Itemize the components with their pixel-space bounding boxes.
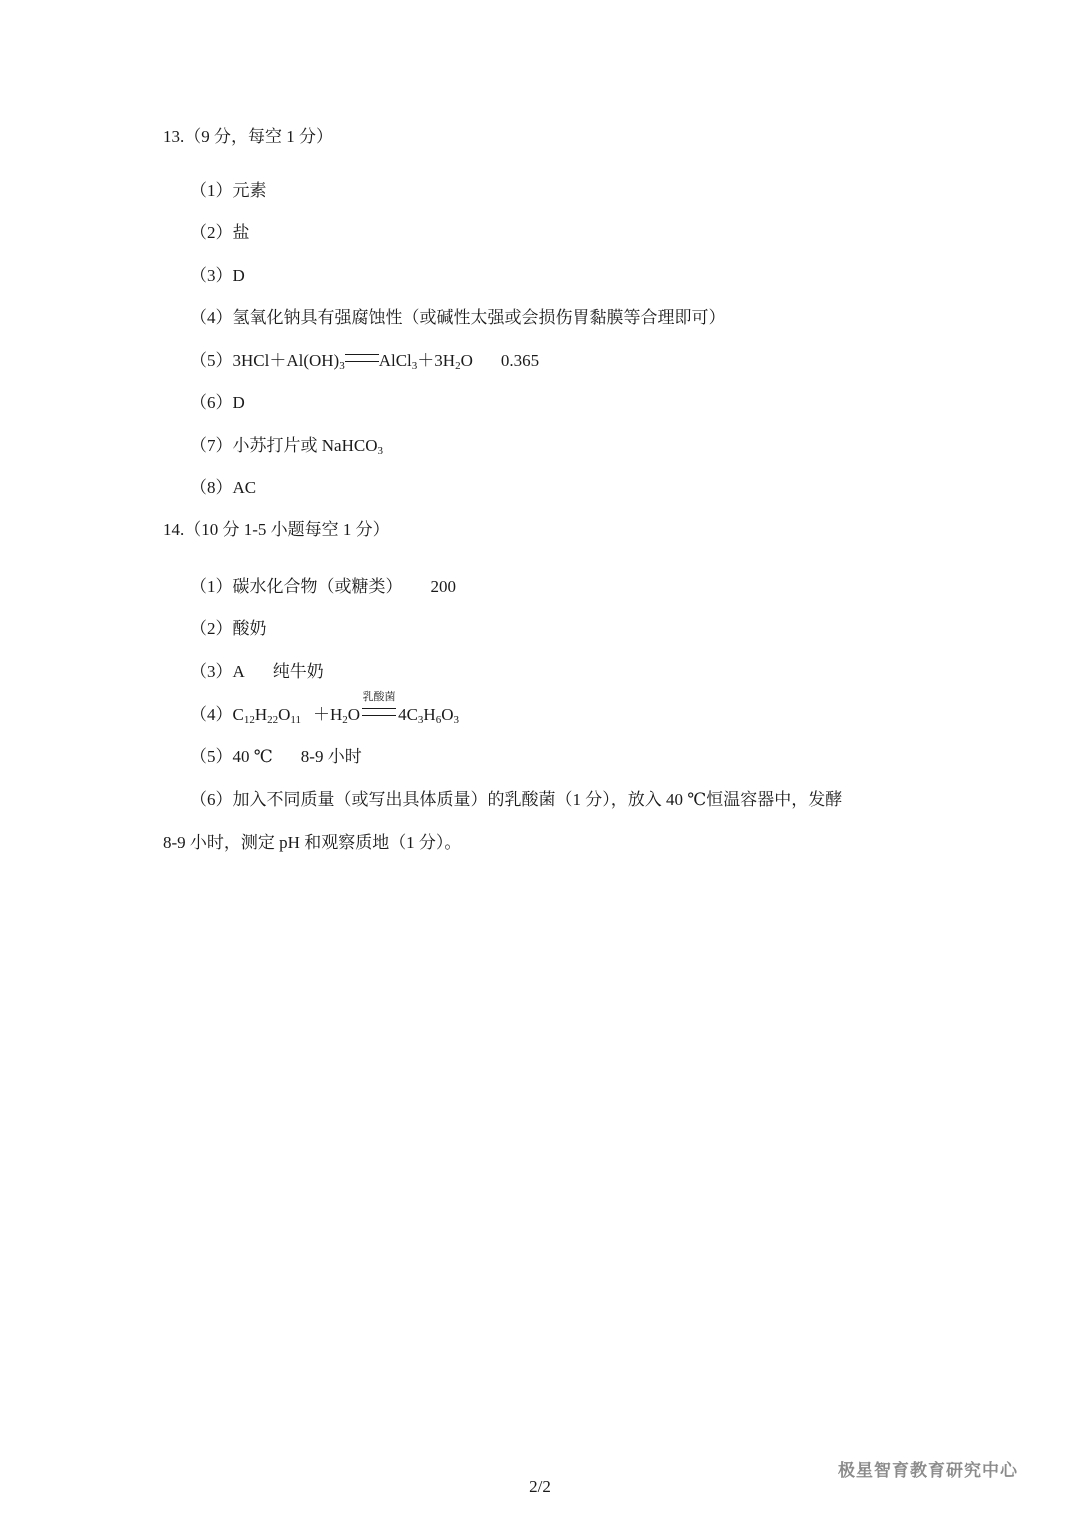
q13-item-7: （7）小苏打片或 NaHCO$_3$ [190,436,383,457]
page-number: 2/2 [529,1477,551,1496]
item-label: （1） [190,577,233,596]
reaction-condition [360,691,398,726]
q14-item-4 [190,691,459,726]
item-label: （2） [190,223,233,242]
q14-item-6 [190,789,842,811]
q13-item-2 [190,222,250,244]
q14-item-3 [190,661,324,683]
item-text: A [232,662,245,681]
q14-item-2 [190,618,267,640]
condition-label: 乳酸菌 [362,691,396,703]
item-label: （8） [190,478,233,497]
item-text: 加入不同质量（或写出具体质量）的乳酸菌（1 分），放入 40 ℃恒温容器中，发酵 [232,790,843,809]
item-text: D [232,266,245,285]
item-label: （6） [190,790,233,809]
item-text: 元素 [232,181,267,200]
item-text: D [232,393,245,412]
item-text: AC [232,478,257,497]
item-text: 氢氧化钠具有强腐蚀性（或碱性太强或会损伤胃黏膜等合理即可） [232,308,726,327]
item-label: （1） [190,181,233,200]
q13-item-3 [190,265,245,287]
chemical-equation: $C_{12}H_{22}O_{11} +H_2O$ 乳酸菌 $4C_3H_6O_3$ [233,705,459,724]
equals-sign [362,708,396,716]
item-text: 碳水化合物（或糖类） [232,577,403,596]
q14-header: 14.（10 分 1-5 小题每空 1 分） [163,520,390,539]
item-answer: 0.365 [500,351,540,370]
item-label: （6） [190,393,233,412]
item-text: 盐 [232,223,250,242]
equals-sign [345,354,379,362]
watermark: 极星智育教育研究中心 [838,1461,1018,1481]
chemical-equation: $3HCl+Al(OH)_3$ $AlCl_3+3H_2O$ [232,351,473,372]
item-label: （5） [190,747,233,766]
item-label: （3） [190,662,233,681]
q14-item-5 [190,746,362,768]
item-label: （2） [190,619,233,638]
item-label: （3） [190,266,233,285]
item-text: 40 ℃ [232,747,273,766]
item-label: （5） [190,351,233,370]
item-text: 酸奶 [232,619,267,638]
item-label: （7） [190,436,233,455]
q13-item-6 [190,392,245,414]
item-label: （4） [190,705,233,724]
q14-item-1 [190,576,456,598]
item-answer: 200 [430,577,456,596]
item-answer: 8-9 小时 [300,747,362,766]
item-answer: 纯牛奶 [272,662,324,681]
q13-item-4 [190,307,726,329]
item-text: 小苏打片或 NaHCO [232,436,378,455]
q13-item-5 [190,350,539,372]
q13-header: 13.（9 分，每空 1 分） [163,127,333,146]
q13-item-8 [190,477,256,499]
q13-item-1 [190,180,267,202]
q14-item-6-continuation: 8-9 小时，测定 pH 和观察质地（1 分）。 [163,833,462,852]
item-label: （4） [190,308,233,327]
